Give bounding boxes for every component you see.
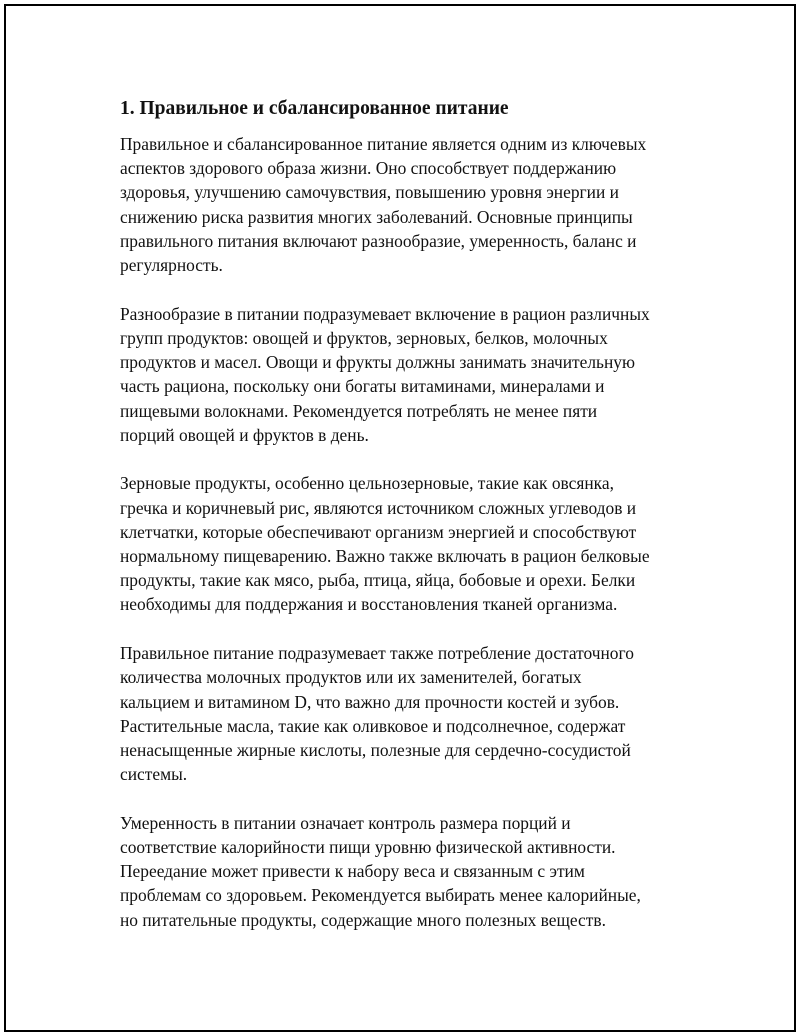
paragraph-variety: Разнообразие в питании подразумевает включение в рацион различных групп продуктов: овощей и фруктов, зерновых, белков, молочных продуктов и масел. Овощи и фрукты должны занимать значительную часть рациона, поскольку они богаты витаминами, минералами и пищевыми волокнами. Рекомендуется потреблять не менее пяти порций овощей и фруктов в день.: [120, 303, 650, 445]
paragraph-moderation: Умеренность в питании означает контроль размера порций и соответствие калорийности пищи уровню физической активности. Переедание может привести к набору веса и связанным с этим проблемам со здоровьем. Рекомендуется выбирать менее калорийные, но питательные продукты, содержащие много полезных веществ.: [120, 812, 641, 930]
document-content: [120, 96, 710, 956]
paragraph-intro: Правильное и сбалансированное питание является одним из ключевых аспектов здорового образа жизни. Оно способствует поддержанию здоровья, улучшению самочувствия, повышению уровня энергии и снижению риска развития многих заболеваний. Основные принципы правильного питания включают разнообразие, умеренность, баланс и регулярность.: [120, 134, 647, 276]
paragraph-dairy-oils: Правильное питание подразумевает также потребление достаточного количества молочных продуктов или их заменителей, богатых кальцием и витамином D, что важно для прочности костей и зубов. Растительные масла, такие как оливковое и подсолнечное, содержат ненасыщенные жирные кислоты, полезные для сердечно-сосудистой системы.: [120, 643, 634, 785]
paragraph-grains-proteins: Зерновые продукты, особенно цельнозерновые, такие как овсянка, гречка и коричневый рис, являются источником сложных углеводов и клетчатки, которые обеспечивают организм энергией и способствуют нормальному пищеварению. Важно также включать в рацион белковые продукты, такие как мясо, рыба, птица, яйца, бобовые и орехи. Белки необходимы для поддержания и восстановления тканей организма.: [120, 473, 650, 615]
section-heading: 1. Правильное и сбалансированное питание: [120, 98, 509, 119]
document-page: [4, 4, 796, 1032]
